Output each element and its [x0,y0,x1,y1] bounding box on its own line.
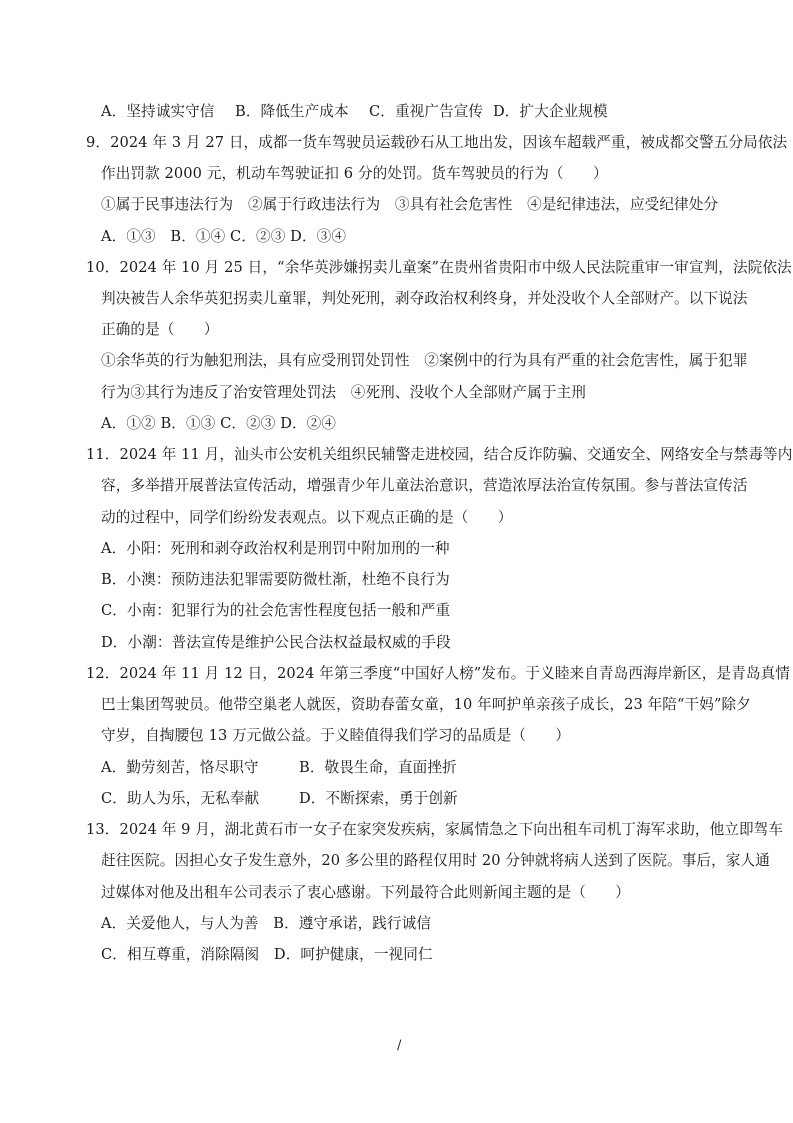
q9-options: A．①③ B．①④ C．②③ D．③④ [101,228,347,245]
q10-stem-line-1: 10．2024 年 10 月 25 日，“余华英涉嫌拐卖儿童案”在贵州省贵阳市中级人民法院重审一审宣判，法院依法 [86,259,792,276]
q8-option-c: C．重视广告宣传 [369,103,484,120]
q8-option-a: A．坚持诚实守信 [101,103,215,120]
q13-stem-line-3: 过媒体对他及出租车公司表示了衷心感谢。下列最符合此则新闻主题的是（ ） [101,884,630,901]
q10-statements-line-2: 行为③其行为违反了治安管理处罚法 ④死刑、没收个人全部财产属于主刑 [101,384,586,401]
q11-option-b: B．小澳：预防违法犯罪需要防微杜渐，杜绝不良行为 [101,571,450,588]
q12-stem-line-2: 巴士集团驾驶员。他带空巢老人就医，资助春蕾女童，10 年呵护单亲孩子成长，23 年陪“干妈”除夕 [101,696,751,713]
q13-options-row-1: A．关爱他人，与人为善 B．遵守承诺，践行诚信 [101,915,432,932]
page-number: / [397,1038,402,1053]
q12-option-c: C．助人为乐，无私奉献 [101,790,260,807]
q9-stem-line-1: 9．2024 年 3 月 27 日，成都一货车驾驶员运载砂石从工地出发，因该车超载严重，被成都交警五分局依法 [86,134,788,151]
q9-stem-line-2: 作出罚款 2000 元，机动车驾驶证扣 6 分的处罚。货车驾驶员的行为（ ） [101,165,608,182]
q8-options [101,102,608,122]
q8-option-d: D．扩大企业规模 [493,103,608,120]
q10-stem-line-2: 判决被告人余华英犯拐卖儿童罪，判处死刑，剥夺政治权利终身，并处没收个人全部财产。以下说法 [101,290,748,307]
q12-option-d: D．不断探索，勇于创新 [299,790,458,807]
q11-option-c: C．小南：犯罪行为的社会危害性程度包括一般和严重 [101,602,451,619]
q11-option-a: A．小阳：死刑和剥夺政治权利是刑罚中附加刑的一种 [101,540,450,557]
q13-stem-line-2: 赶往医院。因担心女子发生意外，20 多公里的路程仅用时 20 分钟就将病人送到了医院。事后，家人通 [101,852,770,869]
q9-statements: ①属于民事违法行为 ②属于行政违法行为 ③具有社会危害性 ④是纪律违法，应受纪律处分 [101,196,719,213]
q10-options: A．①② B．①③ C．②③ D．②④ [101,415,337,432]
q12-option-a: A．勤劳刻苦，恪尽职守 [101,759,259,776]
q13-stem-line-1: 13．2024 年 9 月，湖北黄石市一女子在家突发疾病，家属情急之下向出租车司机丁海军求助，他立即驾车 [86,821,784,838]
q8-option-b: B．降低生产成本 [235,103,349,120]
q10-stem-line-3: 正确的是（ ） [101,321,219,338]
q11-option-d: D．小潮：普法宣传是维护公民合法权益最权威的手段 [101,634,451,651]
q12-stem-line-3: 守岁，自掏腰包 13 万元做公益。于义睦值得我们学习的品质是（ ） [101,727,571,744]
q11-stem-line-3: 动的过程中，同学们纷纷发表观点。以下观点正确的是（ ） [101,509,513,526]
q12-option-b: B．敬畏生命，直面挫折 [299,759,457,776]
q13-options-row-2: C．相互尊重，消除隔阂 D．呵护健康，一视同仁 [101,946,433,963]
q11-stem-line-2: 容，多举措开展普法宣传活动，增强青少年儿童法治意识，营造浓厚法治宣传氛围。参与普法宣传活 [101,477,748,494]
q12-options-row-2 [101,789,458,809]
q12-stem-line-1: 12．2024 年 11 月 12 日，2024 年第三季度“中国好人榜”发布。于义睦来自青岛西海岸新区，是青岛真情 [86,665,790,682]
q10-statements-line-1: ①余华英的行为触犯刑法，具有应受刑罚处罚性 ②案例中的行为具有严重的社会危害性，属于犯罪 [101,352,748,369]
q12-options-row-1 [101,758,457,778]
q11-stem-line-1: 11．2024 年 11 月，汕头市公安机关组织民辅警走进校园，结合反诈防骗、交通安全、网络安全与禁毒等内 [86,446,793,463]
